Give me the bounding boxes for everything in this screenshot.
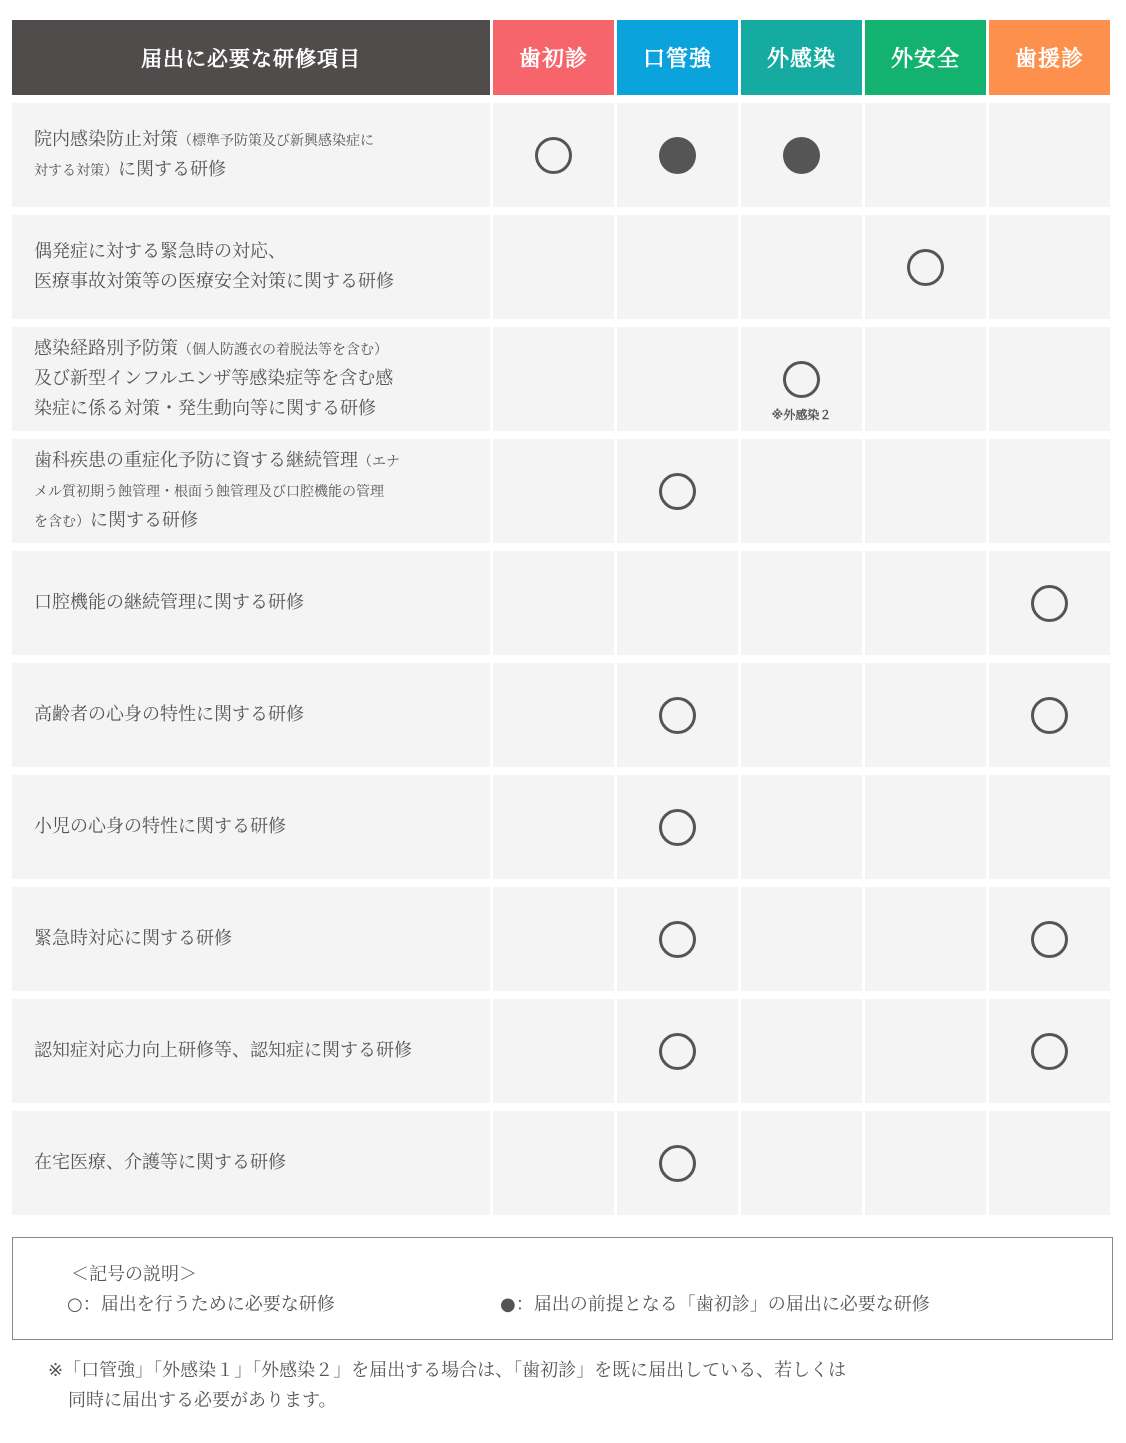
row-label [12, 775, 490, 879]
row-label-segment: 認知症対応力向上研修等、認知症に関する研修 [34, 1040, 412, 1062]
open-circle-icon [535, 137, 572, 174]
open-circle-icon [659, 1033, 696, 1070]
open-circle-icon [783, 361, 820, 398]
row-label [12, 663, 490, 767]
mark-cell [989, 551, 1110, 655]
row-label-note: を含む） [34, 513, 90, 530]
mark-cell [493, 103, 614, 207]
mark-cell [493, 1111, 614, 1215]
footnote-line-1: ※「口管強」「外感染１」「外感染２」を届出する場合は、「歯初診」を既に届出している、若しくは [48, 1360, 847, 1381]
open-circle-icon [659, 1145, 696, 1182]
legend-title: ＜記号の説明＞ [71, 1264, 197, 1285]
mark-cell [617, 1111, 738, 1215]
row-label-text [34, 812, 286, 842]
filled-circle-icon [659, 137, 696, 174]
mark-cell [741, 215, 862, 319]
mark-cell [741, 999, 862, 1103]
open-circle-icon [1031, 697, 1068, 734]
row-label [12, 999, 490, 1103]
row-label-note: （標準予防策及び新興感染症に [178, 133, 374, 150]
row-label-text [34, 237, 394, 296]
mark-cell [989, 663, 1110, 767]
mark-cell [617, 327, 738, 431]
row-label-line [34, 700, 304, 730]
footnote-line-2: 同時に届出する必要があります。 [68, 1389, 337, 1411]
row-label-segment: 偶発症に対する緊急時の対応、 [34, 241, 286, 263]
open-circle-icon [1031, 585, 1068, 622]
mark-cell [617, 775, 738, 879]
mark-cell [617, 999, 738, 1103]
row-label [12, 103, 490, 207]
mark-cell [989, 327, 1110, 431]
row-label-line [34, 237, 394, 267]
row-label-segment: 在宅医療、介護等に関する研修 [34, 1152, 286, 1174]
row-label-segment: 及び新型インフルエンザ等感染症等を含む感 [34, 368, 394, 390]
mark-cell [493, 215, 614, 319]
row-label-segment: 高齢者の心身の特性に関する研修 [34, 704, 304, 726]
open-circle-icon [659, 809, 696, 846]
row-label-line [34, 1148, 286, 1178]
mark-cell [989, 887, 1110, 991]
column-header-kokankyo: 口管強 [617, 20, 738, 95]
mark-cell [865, 439, 986, 543]
open-circle-icon [907, 249, 944, 286]
row-label-text [34, 924, 232, 954]
row-label-text [34, 334, 393, 423]
mark-cell [865, 1111, 986, 1215]
row-label-line [34, 364, 393, 394]
mark-cell [493, 551, 614, 655]
mark-cell [493, 663, 614, 767]
column-header-shishoshin: 歯初診 [493, 20, 614, 95]
row-label-line [34, 924, 232, 954]
mark-cell [617, 663, 738, 767]
row-label-segment: 感染経路別予防策 [34, 338, 178, 360]
row-label-line [34, 394, 393, 424]
row-label-line [34, 125, 374, 155]
mark-note: ※外感染２ [771, 408, 832, 422]
mark-cell [741, 663, 862, 767]
mark-cell [865, 887, 986, 991]
mark-cell [617, 103, 738, 207]
mark-cell [989, 103, 1110, 207]
row-label-line [34, 588, 304, 618]
table-header-title: 届出に必要な研修項目 [12, 20, 490, 95]
open-circle-icon [659, 473, 696, 510]
open-circle-icon [659, 697, 696, 734]
row-label-note: （エナ [358, 454, 400, 471]
column-header-shienshin: 歯援診 [989, 20, 1110, 95]
row-label-segment: 医療事故対策等の医療安全対策に関する研修 [34, 271, 394, 292]
mark-cell [741, 103, 862, 207]
column-header-gaianzen: 外安全 [865, 20, 986, 95]
row-label-segment: に関する研修 [118, 159, 226, 180]
row-label-segment: 口腔機能の継続管理に関する研修 [34, 592, 304, 614]
mark-cell [493, 775, 614, 879]
mark-cell [989, 775, 1110, 879]
filled-circle-icon [783, 137, 820, 174]
row-label-line [34, 1036, 412, 1066]
open-circle-icon [1031, 1033, 1068, 1070]
mark-cell [741, 1111, 862, 1215]
mark-cell [493, 887, 614, 991]
row-label [12, 887, 490, 991]
mark-cell [865, 999, 986, 1103]
row-label-segment: 染症に係る対策・発生動向等に関する研修 [34, 397, 376, 419]
row-label [12, 551, 490, 655]
mark-cell [741, 439, 862, 543]
row-label [12, 439, 490, 543]
mark-cell [741, 775, 862, 879]
row-label [12, 215, 490, 319]
mark-cell [741, 887, 862, 991]
open-circle-icon [659, 921, 696, 958]
mark-cell [865, 103, 986, 207]
mark-cell [865, 327, 986, 431]
mark-cell [617, 215, 738, 319]
legend-open-circle: ○：届出を行うために必要な研修 [67, 1294, 335, 1315]
mark-cell [741, 327, 862, 431]
row-label-line [34, 476, 400, 506]
row-label-segment: 緊急時対応に関する研修 [34, 928, 232, 950]
row-label-note: 対する対策） [34, 163, 118, 179]
mark-cell [989, 999, 1110, 1103]
row-label-segment: 院内感染防止対策 [34, 129, 178, 151]
mark-cell [493, 999, 614, 1103]
row-label-line [34, 506, 400, 536]
row-label-text [34, 700, 304, 730]
open-circle-icon [1031, 921, 1068, 958]
row-label [12, 1111, 490, 1215]
footnote [48, 1356, 846, 1415]
mark-cell [989, 215, 1110, 319]
row-label-text [34, 125, 374, 184]
legend-filled-circle: ●：届出の前提となる「歯初診」の届出に必要な研修 [500, 1294, 930, 1315]
row-label-note: （個人防護衣の着脱法等を含む） [178, 342, 388, 359]
mark-cell [741, 551, 862, 655]
mark-cell [617, 551, 738, 655]
row-label-segment: 歯科疾患の重症化予防に資する継続管理 [34, 450, 358, 472]
mark-cell [865, 775, 986, 879]
symbol-legend [12, 1237, 1113, 1340]
row-label-line [34, 155, 374, 185]
row-label-text [34, 588, 304, 618]
training-table [12, 20, 1110, 1215]
mark-cell [989, 439, 1110, 543]
mark-cell [493, 327, 614, 431]
mark-cell [493, 439, 614, 543]
mark-cell [865, 215, 986, 319]
mark-cell [865, 551, 986, 655]
row-label-line [34, 267, 394, 297]
row-label-line [34, 812, 286, 842]
row-label-line [34, 334, 393, 364]
mark-cell [617, 439, 738, 543]
row-label-segment: 小児の心身の特性に関する研修 [34, 816, 286, 838]
row-label-line [34, 446, 400, 476]
column-header-gaikansen: 外感染 [741, 20, 862, 95]
mark-cell [617, 887, 738, 991]
row-label-text [34, 1036, 412, 1066]
row-label-text [34, 1148, 286, 1178]
row-label [12, 327, 490, 431]
row-label-segment: に関する研修 [90, 509, 198, 531]
mark-cell [989, 1111, 1110, 1215]
mark-cell [865, 663, 986, 767]
row-label-note: メル質初期う蝕管理・根面う蝕管理及び口腔機能の管理 [34, 484, 384, 501]
row-label-text [34, 446, 400, 535]
